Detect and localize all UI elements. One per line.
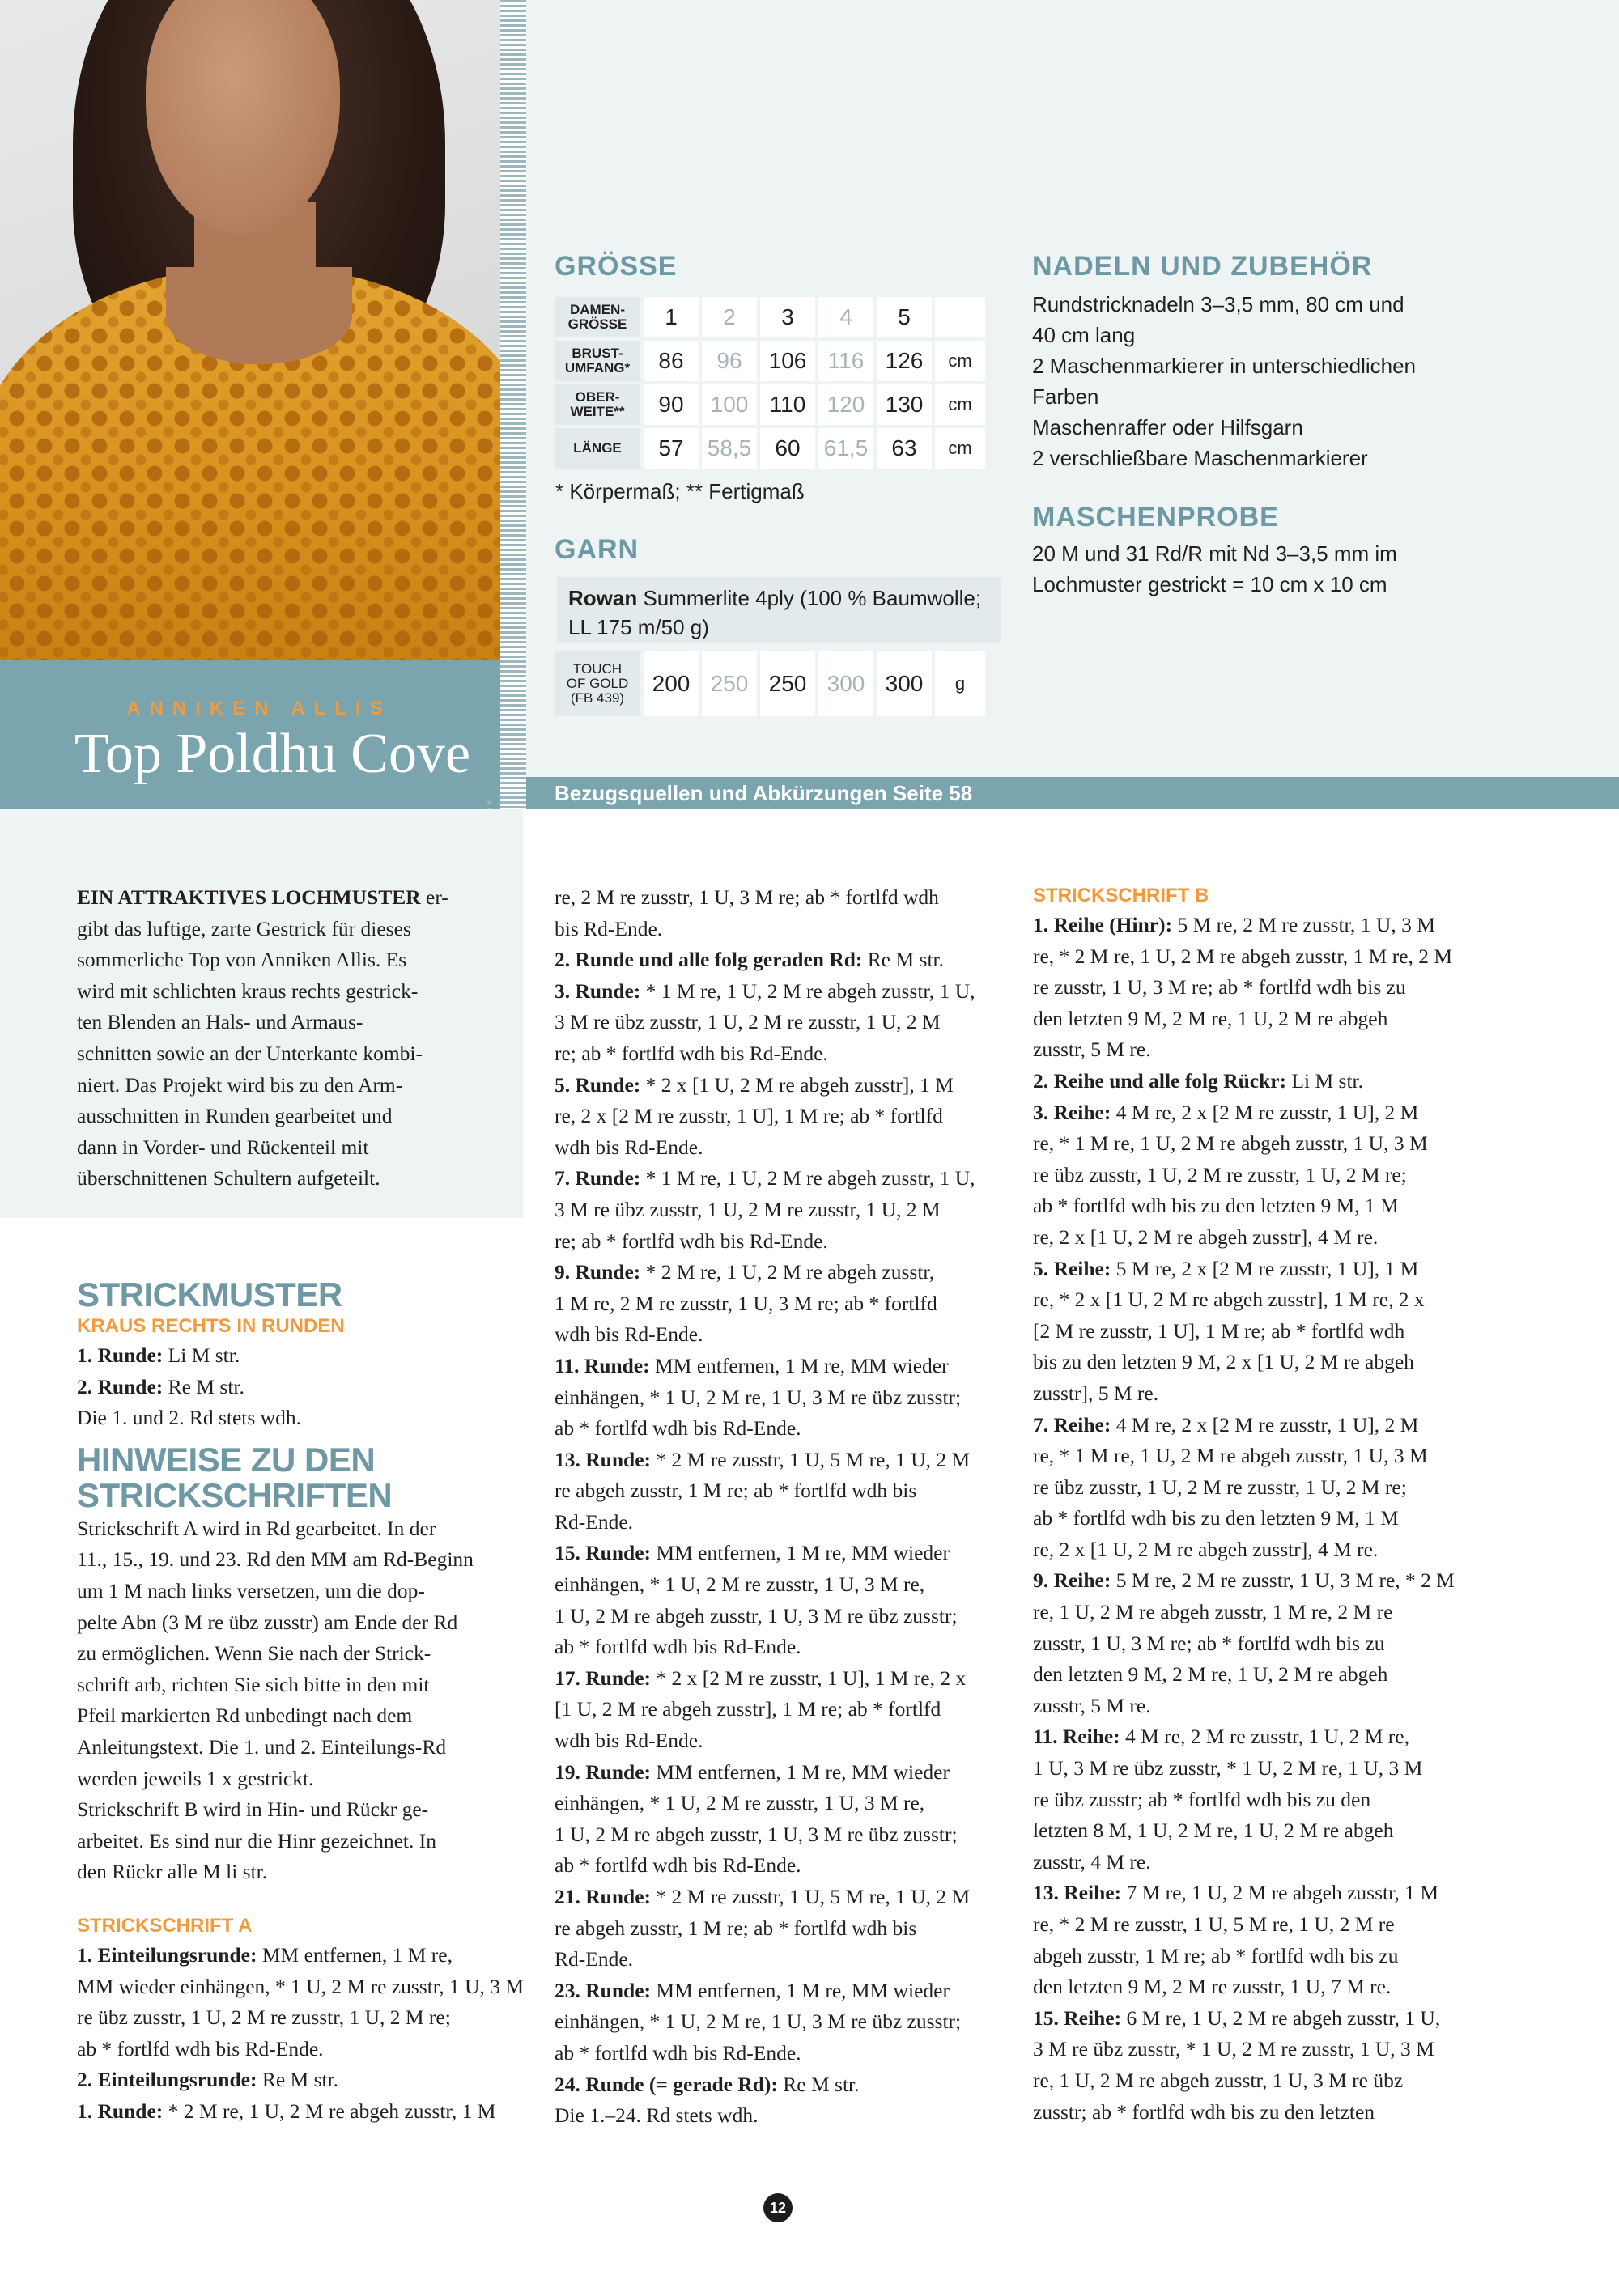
size-cell: 116 <box>818 341 873 381</box>
hinweise-line: werden jeweils 1 x gestrickt. <box>77 1766 314 1790</box>
size-row-label: DAMEN- GRÖSSE <box>555 297 640 337</box>
instruction-line: wdh bis Rd-Ende. <box>555 1135 703 1159</box>
strickschrift-a-heading: STRICKSCHRIFT A <box>77 1914 253 1937</box>
yarn-desc: Summerlite 4ply (100 % Baumwolle; LL 175 m/50 g) <box>568 586 982 639</box>
instruction-line: 3. Runde: * 1 M re, 1 U, 2 M re abgeh zusstr, 1 U, <box>555 978 975 1003</box>
instruction-line: ab * fortlfd wdh bis zu den letzten 9 M, 1 M <box>1033 1506 1399 1530</box>
column-3 <box>1033 882 1494 2128</box>
strickmuster-heading: STRICKMUSTER <box>77 1275 342 1314</box>
nadeln-line: 40 cm lang <box>1032 323 1136 347</box>
hinweise-line: pelte Abn (3 M re übz zusstr) am Ende der Rd <box>77 1610 458 1634</box>
instruction-line: 2. Einteilungsrunde: Re M str. <box>77 2068 339 2092</box>
instruction-line: 23. Runde: MM entfernen, 1 M re, MM wieder <box>555 1978 950 2002</box>
instruction-line: MM wieder einhängen, * 1 U, 2 M re zusstr, 1 U, 3 M <box>77 1974 525 1998</box>
photo-neckline <box>166 267 352 364</box>
yarn-color-label: TOUCH OF GOLD (FB 439) <box>555 651 640 716</box>
instruction-line: 5. Runde: * 2 x [1 U, 2 M re abgeh zusstr], 1 M <box>555 1072 954 1097</box>
size-unit: cm <box>935 341 985 381</box>
instruction-line: den letzten 9 M, 2 M re, 1 U, 2 M re abgeh <box>1033 1662 1388 1687</box>
instruction-line: bis Rd-Ende. <box>555 916 663 940</box>
instruction-line: re übz zusstr, 1 U, 2 M re zusstr, 1 U, 2 M re; <box>1033 1475 1407 1499</box>
instruction-line: 1 M re, 2 M re zusstr, 1 U, 3 M re; ab * fortlfd <box>555 1291 937 1315</box>
instruction-line: 7. Reihe: 4 M re, 2 x [2 M re zusstr, 1 U], 2 M <box>1033 1412 1419 1437</box>
instruction-line: wdh bis Rd-Ende. <box>555 1729 703 1753</box>
size-cell: 126 <box>877 341 932 381</box>
instruction-line: re, * 2 x [1 U, 2 M re abgeh zusstr], 1 M re, 2 x <box>1033 1288 1425 1312</box>
size-row <box>555 384 985 425</box>
hinweise-line: 11., 15., 19. und 23. Rd den MM am Rd-Beginn <box>77 1547 474 1572</box>
instruction-line: 11. Runde: MM entfernen, 1 M re, MM wieder <box>555 1353 949 1377</box>
instruction-line: re, * 2 M re, 1 U, 2 M re abgeh zusstr, 1 M re, 2 M <box>1033 944 1453 968</box>
size-row <box>555 428 985 469</box>
size-cell: 58,5 <box>702 428 757 469</box>
size-cell: 2 <box>702 297 757 337</box>
intro-line: schnitten sowie an der Unterkante kombi- <box>77 1041 423 1065</box>
size-row-label: BRUST- UMFANG* <box>555 341 640 381</box>
instruction-line: zusstr, 5 M re. <box>1033 1693 1151 1717</box>
hinweise-line: zu ermöglichen. Wenn Sie nach der Strick- <box>77 1641 431 1666</box>
size-cell: 3 <box>760 297 815 337</box>
instruction-line: re, 1 U, 2 M re abgeh zusstr, 1 U, 3 M re übz <box>1033 2068 1404 2092</box>
size-cell: 86 <box>644 341 699 381</box>
instruction-line: 1. Reihe (Hinr): 5 M re, 2 M re zusstr, 1 U, 3 M <box>1033 913 1435 936</box>
instruction-line: zusstr, 4 M re. <box>1033 1849 1151 1874</box>
maschenprobe-heading: MASCHENPROBE <box>1032 502 1279 533</box>
instruction-line: ab * fortlfd wdh bis Rd-Ende. <box>555 1853 801 1878</box>
size-cell: 5 <box>877 297 932 337</box>
nadeln-line: Farben <box>1032 384 1099 409</box>
yarn-unit: g <box>935 651 985 716</box>
size-unit: cm <box>935 428 985 469</box>
instruction-line: bis zu den letzten 9 M, 2 x [1 U, 2 M re abgeh <box>1033 1350 1414 1374</box>
intro-line: ausschnitten in Runden gearbeitet und <box>77 1104 393 1128</box>
nadeln-list <box>1032 289 1591 473</box>
instruction-line: 1. Runde: * 2 M re, 1 U, 2 M re abgeh zusstr, 1 M <box>77 2099 496 2123</box>
size-row-label: LÄNGE <box>555 428 640 469</box>
instruction-line: re, * 2 M re zusstr, 1 U, 5 M re, 1 U, 2 M re <box>1033 1912 1395 1936</box>
size-cell: 106 <box>760 341 815 381</box>
intro-line: überschnittenen Schultern aufgeteilt. <box>77 1166 380 1190</box>
page-number: 12 <box>763 2193 793 2222</box>
instruction-line: re; ab * fortlfd wdh bis Rd-Ende. <box>555 1229 828 1253</box>
intro-line: ten Blenden an Hals- und Armaus- <box>77 1010 363 1034</box>
nadeln-line: Rundstricknadeln 3–3,5 mm, 80 cm und <box>1032 292 1404 316</box>
size-unit <box>935 297 985 337</box>
size-cell: 4 <box>818 297 873 337</box>
intro-lead: EIN ATTRAKTIVES LOCHMUSTER <box>77 885 421 909</box>
kraus-heading: KRAUS RECHTS IN RUNDEN <box>77 1315 345 1337</box>
instruction-line: re abgeh zusstr, 1 M re; ab * fortlfd wdh bis <box>555 1479 917 1503</box>
yarn-amount: 300 <box>818 651 873 716</box>
sources-note: Bezugsquellen und Abkürzungen Seite 58 <box>555 781 973 805</box>
instruction-line: 15. Reihe: 6 M re, 1 U, 2 M re abgeh zusstr, 1 U, <box>1033 2005 1441 2030</box>
instruction-line: re, 2 x [1 U, 2 M re abgeh zusstr], 4 M re. <box>1033 1537 1379 1561</box>
size-footnote: * Körpermaß; ** Fertigmaß <box>555 479 805 503</box>
instruction-line: 1. Runde: Li M str. <box>77 1343 240 1367</box>
hinweise-line: schrift arb, richten Sie sich bitte in den mit <box>77 1672 430 1696</box>
size-row-label: OBER- WEITE** <box>555 384 640 425</box>
hinweise-line: Anleitungstext. Die 1. und 2. Einteilungs-Rd <box>77 1734 447 1759</box>
instruction-line: 3. Reihe: 4 M re, 2 x [2 M re zusstr, 1 U], 2 M <box>1033 1100 1419 1124</box>
size-unit: cm <box>935 384 985 425</box>
instruction-line: 17. Runde: * 2 x [2 M re zusstr, 1 U], 1 M re, 2 x <box>555 1666 967 1690</box>
instruction-line: re übz zusstr, 1 U, 2 M re zusstr, 1 U, 2 M re; <box>1033 1162 1407 1186</box>
zigzag-divider <box>500 0 526 809</box>
instruction-line: Die 1.–24. Rd stets wdh. <box>555 2103 759 2128</box>
instruction-line: ab * fortlfd wdh bis Rd-Ende. <box>555 2040 801 2065</box>
instruction-line: ab * fortlfd wdh bis Rd-Ende. <box>555 1635 801 1659</box>
instruction-line: [2 M re zusstr, 1 U], 1 M re; ab * fortlfd wdh <box>1033 1318 1405 1343</box>
instruction-line: 24. Runde (= gerade Rd): Re M str. <box>555 2072 860 2096</box>
instruction-line: letzten 8 M, 1 U, 2 M re, 1 U, 2 M re abgeh <box>1033 1819 1394 1843</box>
instruction-line: 11. Reihe: 4 M re, 2 M re zusstr, 1 U, 2 M re, <box>1033 1725 1409 1749</box>
instruction-line: re zusstr, 1 U, 3 M re; ab * fortlfd wdh bis zu <box>1033 975 1406 999</box>
instruction-line: 1 U, 2 M re abgeh zusstr, 1 U, 3 M re übz zusstr; <box>555 1603 958 1628</box>
instruction-line: 2. Runde: Re M str. <box>77 1374 244 1398</box>
instruction-line: zusstr, 1 U, 3 M re; ab * fortlfd wdh bis zu <box>1033 1631 1385 1655</box>
size-table <box>551 294 988 472</box>
instruction-line: 13. Reihe: 7 M re, 1 U, 2 M re abgeh zusstr, 1 M <box>1033 1881 1439 1905</box>
author-name: ANNIKEN ALLIS <box>126 698 392 719</box>
instruction-line: zusstr; ab * fortlfd wdh bis zu den letzten <box>1033 2099 1375 2124</box>
hinweise-line: um 1 M nach links versetzen, um die dop- <box>77 1578 425 1602</box>
maschenprobe-line: 20 M und 31 Rd/R mit Nd 3–3,5 mm im <box>1032 541 1397 566</box>
intro-line: dann in Vorder- und Rückenteil mit <box>77 1135 369 1159</box>
hinweise-line: den Rückr alle M li str. <box>77 1860 268 1884</box>
instruction-line: [1 U, 2 M re abgeh zusstr], 1 M re; ab * fortlfd <box>555 1697 941 1721</box>
yarn-brand: Rowan <box>568 586 638 610</box>
intro-line: sommerliche Top von Anniken Allis. Es <box>77 948 407 972</box>
instruction-line: zusstr], 5 M re. <box>1033 1381 1159 1405</box>
column-1 <box>77 1277 538 2127</box>
size-cell: 90 <box>644 384 699 425</box>
size-cell: 110 <box>760 384 815 425</box>
yarn-amount: 250 <box>702 651 757 716</box>
intro-text: EIN ATTRAKTIVES LOCHMUSTER er- gibt das luftige, zarte Gestrick für dieses sommerliche Top von Anniken Allis. Es wird mit schlichten kraus rechts gestrick- ten Blenden an Hals- und Armaus- schnitten sowie an der Unterkante kombi- niert. Das Projekt wird bis zu den Arm- ausschnitten in Runden gearbeitet und dann in Vorder- und Rückenteil mit überschnittenen Schultern aufgeteilt. <box>77 882 538 1195</box>
yarn-amount: 300 <box>877 651 932 716</box>
size-cell: 120 <box>818 384 873 425</box>
yarn-amount: 250 <box>760 651 815 716</box>
instruction-line: re, * 1 M re, 1 U, 2 M re abgeh zusstr, 1 U, 3 M <box>1033 1131 1428 1156</box>
instruction-line: re, 2 M re zusstr, 1 U, 3 M re; ab * fortlfd wdh <box>555 885 939 909</box>
hinweise-line: Pfeil markierten Rd unbedingt nach dem <box>77 1704 413 1728</box>
instruction-line: ab * fortlfd wdh bis Rd-Ende. <box>555 1416 801 1441</box>
hinweise-line: Strickschrift B wird in Hin- und Rückr ge- <box>77 1797 429 1822</box>
instruction-line: zusstr, 5 M re. <box>1033 1038 1151 1062</box>
instruction-line: 9. Reihe: 5 M re, 2 M re zusstr, 1 U, 3 M re, * 2 M <box>1033 1568 1455 1593</box>
instruction-line: 7. Runde: * 1 M re, 1 U, 2 M re abgeh zusstr, 1 U, <box>555 1166 975 1190</box>
yarn-description <box>557 577 1001 643</box>
instruction-line: den letzten 9 M, 2 M re zusstr, 1 U, 7 M re. <box>1033 1975 1392 1999</box>
column-2 <box>555 882 1016 2132</box>
instruction-line: 15. Runde: MM entfernen, 1 M re, MM wieder <box>555 1541 950 1565</box>
garn-heading: GARN <box>555 534 640 565</box>
instruction-line: 2. Runde und alle folg geraden Rd: Re M str. <box>555 948 945 972</box>
instruction-line: re, * 1 M re, 1 U, 2 M re abgeh zusstr, 1 U, 3 M <box>1033 1444 1428 1468</box>
instruction-line: Die 1. und 2. Rd stets wdh. <box>77 1406 301 1430</box>
instruction-line: einhängen, * 1 U, 2 M re zusstr, 1 U, 3 M re, <box>555 1791 925 1815</box>
size-cell: 57 <box>644 428 699 469</box>
instruction-line: re; ab * fortlfd wdh bis Rd-Ende. <box>555 1041 828 1065</box>
instruction-line: den letzten 9 M, 2 M re, 1 U, 2 M re abgeh <box>1033 1006 1388 1030</box>
instruction-line: einhängen, * 1 U, 2 M re, 1 U, 3 M re übz zusstr; <box>555 2010 962 2034</box>
instruction-line: 9. Runde: * 2 M re, 1 U, 2 M re abgeh zusstr, <box>555 1260 935 1284</box>
instruction-line: abgeh zusstr, 1 M re; ab * fortlfd wdh bis zu <box>1033 1943 1399 1967</box>
nadeln-heading: NADELN UND ZUBEHÖR <box>1032 251 1373 282</box>
maschenprobe-text <box>1032 538 1591 600</box>
nadeln-line: 2 Maschenmarkierer in unterschiedlichen <box>1032 354 1417 378</box>
instruction-line: re, 1 U, 2 M re abgeh zusstr, 1 M re, 2 M re <box>1033 1600 1393 1624</box>
size-cell: 1 <box>644 297 699 337</box>
size-cell: 130 <box>877 384 932 425</box>
instruction-line: re abgeh zusstr, 1 M re; ab * fortlfd wdh bis <box>555 1916 917 1940</box>
hinweise-heading: HINWEISE ZU DEN STRICKSCHRIFTEN <box>77 1440 393 1514</box>
intro-line: wird mit schlichten kraus rechts gestrick- <box>77 978 419 1003</box>
instruction-line: Rd-Ende. <box>555 1947 634 1971</box>
instruction-line: re übz zusstr; ab * fortlfd wdh bis zu den <box>1033 1787 1371 1811</box>
size-row <box>555 341 985 381</box>
instruction-line: 1 U, 2 M re abgeh zusstr, 1 U, 3 M re übz zusstr; <box>555 1822 958 1846</box>
size-cell: 100 <box>702 384 757 425</box>
maschenprobe-line: Lochmuster gestrickt = 10 cm x 10 cm <box>1032 572 1387 596</box>
nadeln-line: Maschenraffer oder Hilfsgarn <box>1032 415 1303 439</box>
instruction-line: 5. Reihe: 5 M re, 2 x [2 M re zusstr, 1 U], 1 M <box>1033 1256 1419 1280</box>
instruction-line: Rd-Ende. <box>555 1509 634 1534</box>
instruction-line: 19. Runde: MM entfernen, 1 M re, MM wieder <box>555 1759 950 1784</box>
instruction-line: re, 2 x [1 U, 2 M re abgeh zusstr], 4 M re. <box>1033 1224 1379 1249</box>
instruction-line: ab * fortlfd wdh bis Rd-Ende. <box>77 2036 324 2060</box>
size-row <box>555 297 985 337</box>
size-cell: 96 <box>702 341 757 381</box>
instruction-line: einhängen, * 1 U, 2 M re, 1 U, 3 M re übz zusstr; <box>555 1385 962 1409</box>
instruction-line: einhängen, * 1 U, 2 M re zusstr, 1 U, 3 M re, <box>555 1572 925 1597</box>
instruction-line: 1 U, 3 M re übz zusstr, * 1 U, 2 M re, 1 U, 3 M <box>1033 1756 1423 1780</box>
strickschrift-b-heading: STRICKSCHRIFT B <box>1033 885 1209 906</box>
nadeln-line: 2 verschließbare Maschenmarkierer <box>1032 446 1368 470</box>
instruction-line: re, 2 x [2 M re zusstr, 1 U], 1 M re; ab * fortlfd <box>555 1104 943 1128</box>
hinweise-line: Strickschrift A wird in Rd gearbeitet. In der <box>77 1516 436 1540</box>
instruction-line: re übz zusstr, 1 U, 2 M re zusstr, 1 U, 2 M re; <box>77 2005 451 2030</box>
page-title: Top Poldhu Cove <box>74 723 471 785</box>
instruction-line: 3 M re übz zusstr, 1 U, 2 M re zusstr, 1 U, 2 M <box>555 1197 941 1221</box>
yarn-amount: 200 <box>644 651 699 716</box>
size-cell: 63 <box>877 428 932 469</box>
model-photo <box>0 0 518 660</box>
size-cell: 61,5 <box>818 428 873 469</box>
instruction-line: 1. Einteilungsrunde: MM entfernen, 1 M re, <box>77 1942 453 1967</box>
instruction-line: 13. Runde: * 2 M re zusstr, 1 U, 5 M re, 1 U, 2 M <box>555 1447 971 1471</box>
groesse-heading: GRÖSSE <box>555 251 678 282</box>
hinweise-line: arbeitet. Es sind nur die Hinr gezeichnet. In <box>77 1828 436 1853</box>
size-cell: 60 <box>760 428 815 469</box>
intro-line: niert. Das Projekt wird bis zu den Arm- <box>77 1072 403 1097</box>
instruction-line: 21. Runde: * 2 M re zusstr, 1 U, 5 M re, 1 U, 2 M <box>555 1885 971 1908</box>
instruction-line: ab * fortlfd wdh bis zu den letzten 9 M, 1 M <box>1033 1194 1399 1218</box>
intro-line: gibt das luftige, zarte Gestrick für dieses <box>77 916 411 940</box>
instruction-line: wdh bis Rd-Ende. <box>555 1322 703 1347</box>
instruction-line: 3 M re übz zusstr, * 1 U, 2 M re zusstr, 1 U, 3 M <box>1033 2037 1434 2061</box>
instruction-line: 2. Reihe und alle folg Rückr: Li M str. <box>1033 1068 1364 1093</box>
yarn-table <box>551 648 988 719</box>
instruction-line: 3 M re übz zusstr, 1 U, 2 M re zusstr, 1 U, 2 M <box>555 1010 941 1034</box>
